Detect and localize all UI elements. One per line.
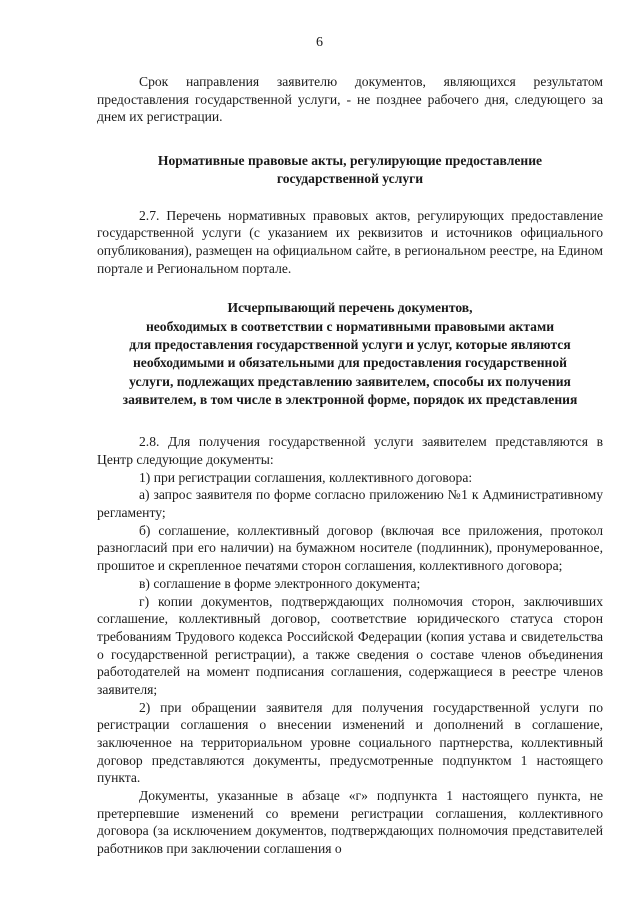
- page-number: 6: [316, 35, 323, 50]
- list-item-1: 1) при регистрации соглашения, коллективного договора:: [139, 469, 473, 485]
- section-heading-documents-line-1: Исчерпывающий перечень документов,: [227, 300, 473, 316]
- list-item-1a: а) запрос заявителя по форме согласно приложению №1 к Административному регламенту;: [97, 487, 603, 521]
- paragraph-delivery-term: Срок направления заявителю документов, являющихся результатом предоставления государственной услуги, - не позднее рабочего дня, следующего за днем их регистрации.: [97, 74, 603, 125]
- section-heading-documents-line-5: услуги, подлежащих представлению заявителем, способы их получения: [129, 373, 571, 389]
- paragraph-documents-unchanged: Документы, указанные в абзаце «г» подпункта 1 настоящего пункта, не претерпевшие изменений со времени регистрации соглашения, коллективного договора (за исключением документов, подтверждающих полномочия представителей работников при заключении соглашения о: [97, 787, 603, 856]
- section-heading-legal-acts-line-1: Нормативные правовые акты, регулирующие предоставление: [157, 153, 543, 169]
- list-item-1v: в) соглашение в форме электронного документа;: [139, 575, 421, 591]
- paragraph-2-8: 2.8. Для получения государственной услуги заявителем представляются в Центр следующие документы:: [97, 434, 603, 468]
- section-heading-documents-line-4: необходимыми и обязательными для предоставления государственной: [132, 355, 568, 371]
- section-heading-documents-line-2: необходимых в соответствии с нормативными правовыми актами: [145, 318, 555, 334]
- section-heading-documents-line-6: заявителем, в том числе в электронной форме, порядок их представления: [122, 392, 578, 408]
- list-item-2: 2) при обращении заявителя для получения государственной услуги по регистрации соглашения о внесении изменений и дополнений в соглашение, заключенное на территориальном уровне социального партнерства, коллективный договор представляются документы, предусмотренные подпунктом 1 настоящего пункта.: [97, 699, 603, 786]
- list-item-1b: б) соглашение, коллективный договор (включая все приложения, протокол разногласий при его наличии) на бумажном носителе (подлинник), пронумерованное, прошитое и скрепленное печатями сторон соглашения, коллективного договора;: [97, 522, 603, 574]
- paragraph-2-7: 2.7. Перечень нормативных правовых актов, регулирующих предоставление государственной услуги (с указанием их реквизитов и источников официального опубликования), размещен на официальном сайте, в региональном реестре, на Едином портале и Региональном портале.: [97, 207, 603, 276]
- document-body: [97, 73, 603, 858]
- list-item-1g: г) копии документов, подтверждающих полномочия сторон, заключивших соглашение, коллективный договор, соответствие юридического статуса сторон требованиям Трудового кодекса Российской Федерации (копия устава и свидетельства о государственной регистрации), а также сведения о составе членов объединения работодателей на момент подписания соглашения, содержащиеся в реестре членов заявителя;: [97, 593, 603, 697]
- section-heading-legal-acts-line-2: государственной услуги: [276, 171, 424, 187]
- section-heading-documents-line-3: для предоставления государственной услуги и услуг, которые являются: [129, 337, 571, 353]
